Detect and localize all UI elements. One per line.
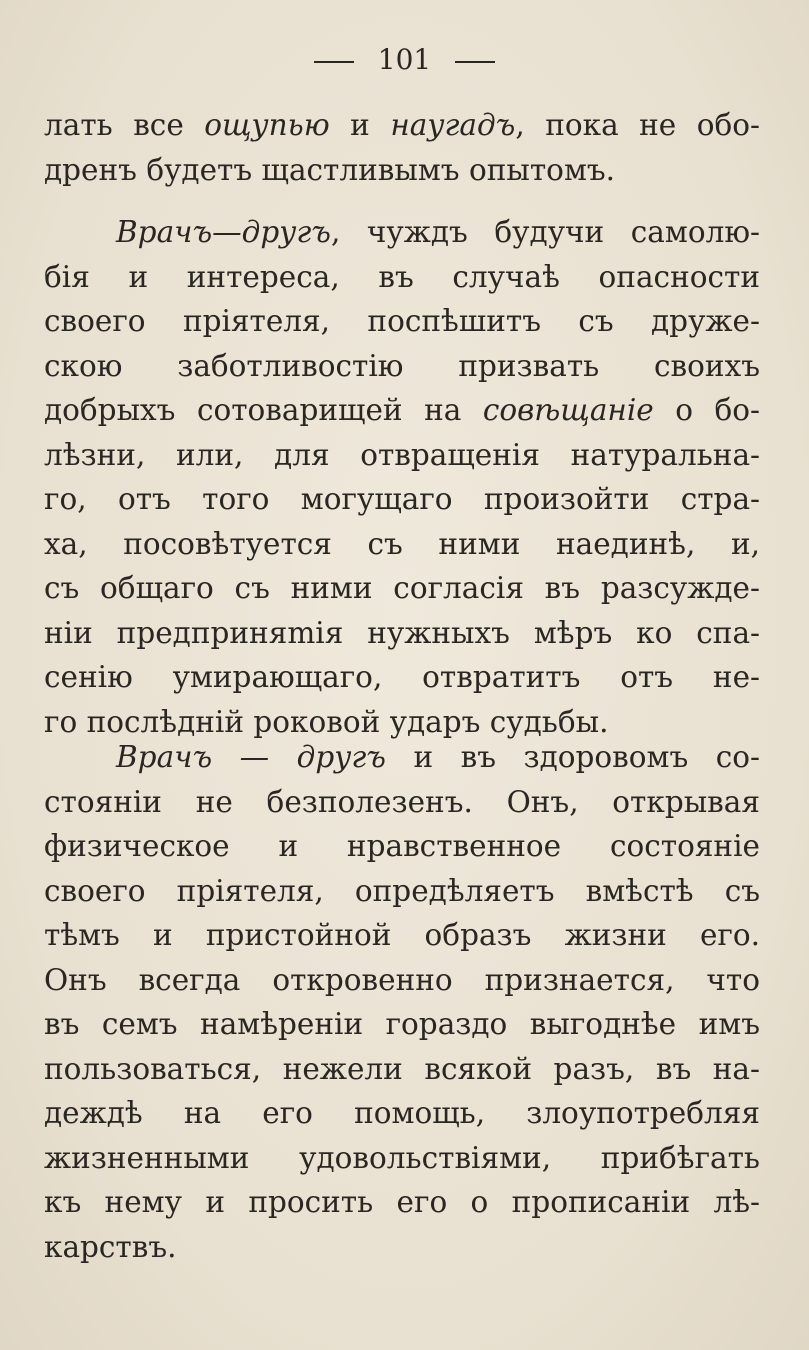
text-run: Онъ всегда откровенно признается, что [44,962,760,997]
text-run: тѣмъ и пристойной образъ жизни его. [44,918,760,952]
text-run: физическое и нравственное состояніе [44,829,760,863]
text-run: и въ здоровомъ со- [385,740,760,774]
text-run: лать все [44,108,205,142]
italic-term: совѣщаніе [482,393,654,427]
text-run: о бо- [653,393,760,427]
text-run: добрыхъ сотоварищей на [44,393,483,427]
text-run: , пока не обо- [515,108,760,142]
header-dash-left [314,61,354,63]
header-dash-right [455,61,495,63]
text-run: бія и интереса, въ случаѣ опасности [44,259,760,294]
text-run: съ общаго съ ними согласія въ разсужде- [44,571,760,605]
text-line [44,143,760,197]
page-number: 101 [377,43,432,76]
text-run: го, отъ того могущаго произойти стра- [44,482,760,516]
text-run: своего пріятеля, опредѣляетъ вмѣстѣ съ [44,873,760,908]
italic-term: Врачъ—другъ [116,215,331,249]
text-run: го послѣдній роковой ударъ судьбы. [44,704,609,739]
text-run: сенію умирающаго, отвратитъ отъ не- [44,660,760,694]
text-run: дренъ будетъ щастливымъ опытомъ. [44,152,616,187]
text-run: , чуждъ будучи самолю- [330,215,760,249]
text-run: въ семъ намѣреніи гораздо выгоднѣе имъ [44,1007,760,1041]
text-run: деждѣ на его помощь, злоупотребляя [44,1096,760,1130]
text-run: карствъ. [44,1229,177,1264]
text-run: и [329,108,391,142]
italic-term: наугадъ [390,108,516,142]
text-run: лѣзни, или, для отвращенія натуральна- [44,437,760,472]
text-run: жизненными удовольствіями, прибѣгать [44,1140,760,1175]
text-run: стояніи не безполезенъ. Онъ, открывая [44,784,760,819]
text-run: къ нему и просить его о прописаніи лѣ- [44,1185,760,1219]
text-run: пользоваться, нежели всякой разъ, въ на- [44,1051,760,1086]
text-run: ха, посовѣтуется съ ними наединѣ, и, [44,526,760,561]
italic-term: Врачъ — другъ [116,740,386,774]
italic-term: ощупью [204,108,330,142]
text-line [44,1220,760,1274]
text-run: скою заботливостію призвать своихъ [44,348,760,383]
text-run: своего пріятеля, поспѣшитъ съ друже- [44,304,760,338]
text-run: ніи предприняmія нужныхъ мѣръ ко спа- [44,615,760,650]
page-header [0,40,809,80]
